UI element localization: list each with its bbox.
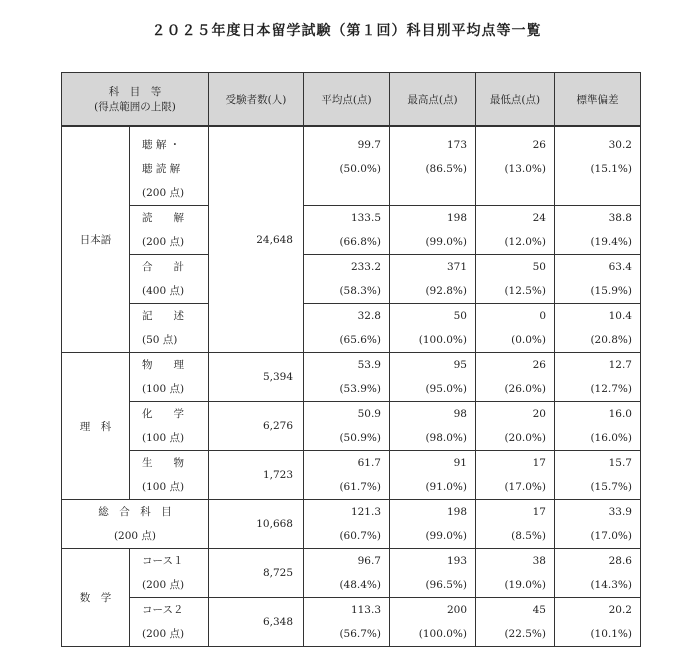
header-std: 標準偏差 xyxy=(555,73,641,127)
row-label: 化 学 xyxy=(142,408,184,420)
cell-min: 26 (26.0%) xyxy=(476,353,555,402)
cell-std: 30.2 (15.1%) xyxy=(555,126,641,206)
cell-min: 26 (13.0%) xyxy=(476,126,555,206)
cell-std: 12.7 (12.7%) xyxy=(555,353,641,402)
cell-std: 28.6 (14.3%) xyxy=(555,549,641,598)
row-writing-label xyxy=(130,304,209,353)
header-subject-label: 科 目 等 xyxy=(108,86,162,98)
row-label: コース２ xyxy=(142,604,184,616)
cell-max: 98 (98.0%) xyxy=(390,402,476,451)
cell-min: 38 (19.0%) xyxy=(476,549,555,598)
cell-max: 200 (100.0%) xyxy=(390,598,476,647)
count-course1: 8,725 xyxy=(209,549,304,598)
row-label: 生 物 xyxy=(142,457,184,469)
table-row xyxy=(62,206,641,255)
row-label: 記 述 xyxy=(142,310,184,322)
cell-avg: 113.3 (56.7%) xyxy=(304,598,390,647)
table-row xyxy=(62,598,641,647)
score-table xyxy=(61,72,641,647)
cell-avg: 99.7 (50.0%) xyxy=(304,126,390,206)
cell-std: 10.4 (20.8%) xyxy=(555,304,641,353)
cell-min: 17 (17.0%) xyxy=(476,451,555,500)
cell-std: 20.2 (10.1%) xyxy=(555,598,641,647)
table-row xyxy=(62,126,641,206)
cell-std: 16.0 (16.0%) xyxy=(555,402,641,451)
cell-min: 0 (0.0%) xyxy=(476,304,555,353)
cell-avg: 32.8 (65.6%) xyxy=(304,304,390,353)
cell-avg: 133.5 (66.8%) xyxy=(304,206,390,255)
row-limit: (200 点) xyxy=(142,579,185,591)
row-total-label xyxy=(130,255,209,304)
cell-std: 38.8 (19.4%) xyxy=(555,206,641,255)
cell-max: 91 (91.0%) xyxy=(390,451,476,500)
row-limit: (400 点) xyxy=(142,285,185,297)
row-limit: (50 点) xyxy=(142,334,178,346)
cell-max: 371 (92.8%) xyxy=(390,255,476,304)
group-general xyxy=(62,500,209,549)
cell-max: 50 (100.0%) xyxy=(390,304,476,353)
row-limit: (200 点) xyxy=(113,530,157,542)
cell-max: 95 (95.0%) xyxy=(390,353,476,402)
cell-min: 17 (8.5%) xyxy=(476,500,555,549)
page-title: ２０２５年度日本留学試験（第１回）科目別平均点等一覧 xyxy=(151,23,542,39)
cell-avg: 121.3 (60.7%) xyxy=(304,500,390,549)
row-limit: (200 点) xyxy=(142,187,185,199)
cell-avg: 50.9 (50.9%) xyxy=(304,402,390,451)
cell-avg: 96.7 (48.4%) xyxy=(304,549,390,598)
row-reading-label xyxy=(130,206,209,255)
row-limit: (200 点) xyxy=(142,236,185,248)
group-japanese: 日本語 xyxy=(62,126,130,353)
row-course2-label xyxy=(130,598,209,647)
header-examinees: 受験者数(人) xyxy=(209,73,304,127)
header-max: 最高点(点) xyxy=(390,73,476,127)
count-japanese: 24,648 xyxy=(209,126,304,353)
row-label: 物 理 xyxy=(142,359,184,371)
row-course1-label xyxy=(130,549,209,598)
table-row xyxy=(62,549,641,598)
row-limit: (100 点) xyxy=(142,432,185,444)
header-subject xyxy=(62,73,209,127)
count-biology: 1,723 xyxy=(209,451,304,500)
count-chemistry: 6,276 xyxy=(209,402,304,451)
row-limit: (200 点) xyxy=(142,628,185,640)
cell-std: 63.4 (15.9%) xyxy=(555,255,641,304)
header-row xyxy=(62,73,641,127)
cell-std: 15.7 (15.7%) xyxy=(555,451,641,500)
row-limit: (100 点) xyxy=(142,481,185,493)
count-course2: 6,348 xyxy=(209,598,304,647)
cell-max: 198 (99.0%) xyxy=(390,206,476,255)
cell-max: 198 (99.0%) xyxy=(390,500,476,549)
row-label: 読 解 xyxy=(142,212,184,224)
table-row xyxy=(62,451,641,500)
row-label: 聴 読 解 xyxy=(142,163,181,175)
row-chemistry-label xyxy=(130,402,209,451)
group-math: 数 学 xyxy=(62,549,130,647)
row-physics-label xyxy=(130,353,209,402)
cell-min: 50 (12.5%) xyxy=(476,255,555,304)
table-row xyxy=(62,304,641,353)
cell-min: 45 (22.5%) xyxy=(476,598,555,647)
row-label: コース１ xyxy=(142,555,184,567)
header-average: 平均点(点) xyxy=(304,73,390,127)
cell-std: 33.9 (17.0%) xyxy=(555,500,641,549)
header-min: 最低点(点) xyxy=(476,73,555,127)
table-row xyxy=(62,402,641,451)
row-label: 合 計 xyxy=(142,261,184,273)
row-listening-label xyxy=(130,126,209,206)
header-subject-note: (得点範囲の上限) xyxy=(94,101,176,113)
cell-min: 24 (12.0%) xyxy=(476,206,555,255)
row-biology-label xyxy=(130,451,209,500)
cell-avg: 233.2 (58.3%) xyxy=(304,255,390,304)
count-general: 10,668 xyxy=(209,500,304,549)
table-row xyxy=(62,255,641,304)
cell-min: 20 (20.0%) xyxy=(476,402,555,451)
row-label: 聴 解 ・ xyxy=(142,139,181,151)
table-row xyxy=(62,353,641,402)
cell-max: 193 (96.5%) xyxy=(390,549,476,598)
group-science: 理 科 xyxy=(62,353,130,500)
table-row xyxy=(62,500,641,549)
cell-max: 173 (86.5%) xyxy=(390,126,476,206)
count-physics: 5,394 xyxy=(209,353,304,402)
cell-avg: 61.7 (61.7%) xyxy=(304,451,390,500)
row-label: 総 合 科 目 xyxy=(98,506,172,518)
row-limit: (100 点) xyxy=(142,383,185,395)
cell-avg: 53.9 (53.9%) xyxy=(304,353,390,402)
